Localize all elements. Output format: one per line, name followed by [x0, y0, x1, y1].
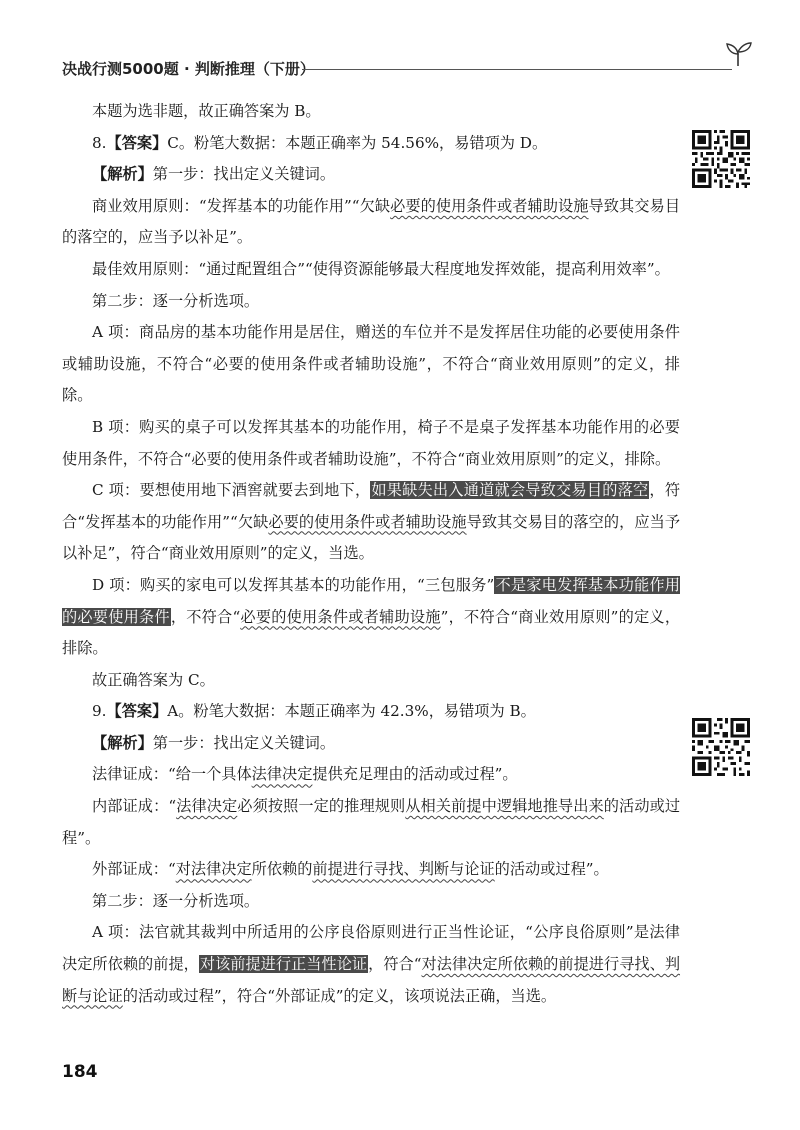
q9-analysis-heading: 【解析】第一步：找出定义关键词。 [92, 733, 335, 752]
wavy-underline: 法律决定 [251, 765, 313, 784]
wavy-underline: 必要的使用条件或者辅助设施 [240, 607, 441, 626]
wavy-underline: 前提进行寻找、判断与论证 [312, 860, 495, 879]
q9-step2: 第二步：逐一分析选项。 [92, 891, 260, 910]
book-title: 决战行测5000题 · 判断推理（下册） [62, 60, 315, 78]
q8-analysis-heading: 【解析】第一步：找出定义关键词。 [92, 165, 335, 184]
q9-definition-legal: 法律证成：“给一个具体法律决定提供充足理由的活动或过程”。 [92, 765, 518, 784]
header-rule [302, 69, 732, 70]
answer-label: 【答案】 [106, 133, 168, 152]
wavy-underline: 法律决定 [176, 797, 238, 816]
qr-code-icon [692, 718, 750, 776]
q8-option-b: B 项：购买的桌子可以发挥其基本的功能作用，椅子不是桌子发挥基本功能作用的必要使用条件，不符合“必要的使用条件或者辅助设施”，不符合“商业效用原则”的定义，排除。 [62, 417, 680, 468]
q9-definition-internal: 内部证成：“法律决定必须按照一定的推理规则从相关前提中逻辑地推导出来的活动或过程”。 [62, 797, 681, 847]
page-content [62, 96, 680, 1012]
q8-answer: 8.【答案】C。粉笔大数据：本题正确率为 54.56%，易错项为 D。 [92, 133, 548, 152]
qr-code-icon [692, 130, 750, 188]
highlight: 不是家电发挥基本功能作用的必要使用条件 [62, 575, 680, 626]
wavy-underline: 对法律决定 [175, 860, 252, 879]
q8-conclusion: 故正确答案为 C。 [92, 670, 215, 689]
page-header [62, 54, 752, 84]
q8-definition-optimal: 最佳效用原则：“通过配置组合”“使得资源能够最大程度地发挥效能，提高利用效率”。 [92, 259, 670, 278]
q8-option-d: D 项：购买的家电可以发挥其基本的功能作用，“三包服务”不是家电发挥基本功能作用的必要使用条件，不符合“必要的使用条件或者辅助设施”，不符合“商业效用原则”的定义，排除。 [62, 575, 681, 658]
q8-step2: 第二步：逐一分析选项。 [92, 291, 260, 310]
highlight: 如果缺失出入通道就会导致交易目的落空 [371, 481, 649, 500]
answer-label: 【答案】 [106, 702, 168, 721]
wavy-underline: 从相关前提中逻辑地推导出来 [405, 797, 604, 816]
page-number: 184 [62, 1062, 98, 1082]
q9-option-a: A 项：法官就其裁判中所适用的公序良俗原则进行正当性论证，“公序良俗原则”是法律决定所依赖的前提，对该前提进行正当性论证，符合“对法律决定所依赖的前提进行寻找、判断与论证的活动或过程”，符合“外部证成”的定义，该项说法正确，当选。 [62, 923, 681, 1005]
q8-option-c: C 项：要想使用地下酒窖就要去到地下，如果缺失出入通道就会导致交易目的落空，符合“发挥基本的功能作用”“欠缺必要的使用条件或者辅助设施导致其交易目的落空的，应当予以补足”，符合“商业效用原则”的定义，当选。 [62, 481, 681, 563]
wavy-underline: 必要的使用条件或者辅助设施 [268, 512, 467, 531]
highlight: 对该前提进行正当性论证 [199, 955, 368, 974]
q9-answer: 9.【答案】A。粉笔大数据：本题正确率为 42.3%，易错项为 B。 [92, 702, 536, 721]
analysis-label: 【解析】 [92, 165, 153, 184]
sprout-icon [724, 40, 752, 68]
q8-definition-commercial: 商业效用原则：“发挥基本的功能作用”“欠缺必要的使用条件或者辅助设施导致其交易目的落空的，应当予以补足”。 [62, 196, 681, 247]
q9-definition-external: 外部证成：“对法律决定所依赖的前提进行寻找、判断与论证的活动或过程”。 [92, 860, 609, 879]
wavy-underline: 对法律决定所依赖的前提进行寻找、判断与论证 [62, 955, 681, 1005]
analysis-label: 【解析】 [92, 733, 153, 752]
wavy-underline: 必要的使用条件或者辅助设施 [390, 196, 589, 215]
q7-conclusion: 本题为选非题，故正确答案为 B。 [92, 102, 321, 120]
q8-option-a: A 项：商品房的基本功能作用是居住，赠送的车位并不是发挥居住功能的必要使用条件或辅助设施，不符合“必要的使用条件或者辅助设施”，不符合“商业效用原则”的定义，排除。 [62, 323, 680, 405]
